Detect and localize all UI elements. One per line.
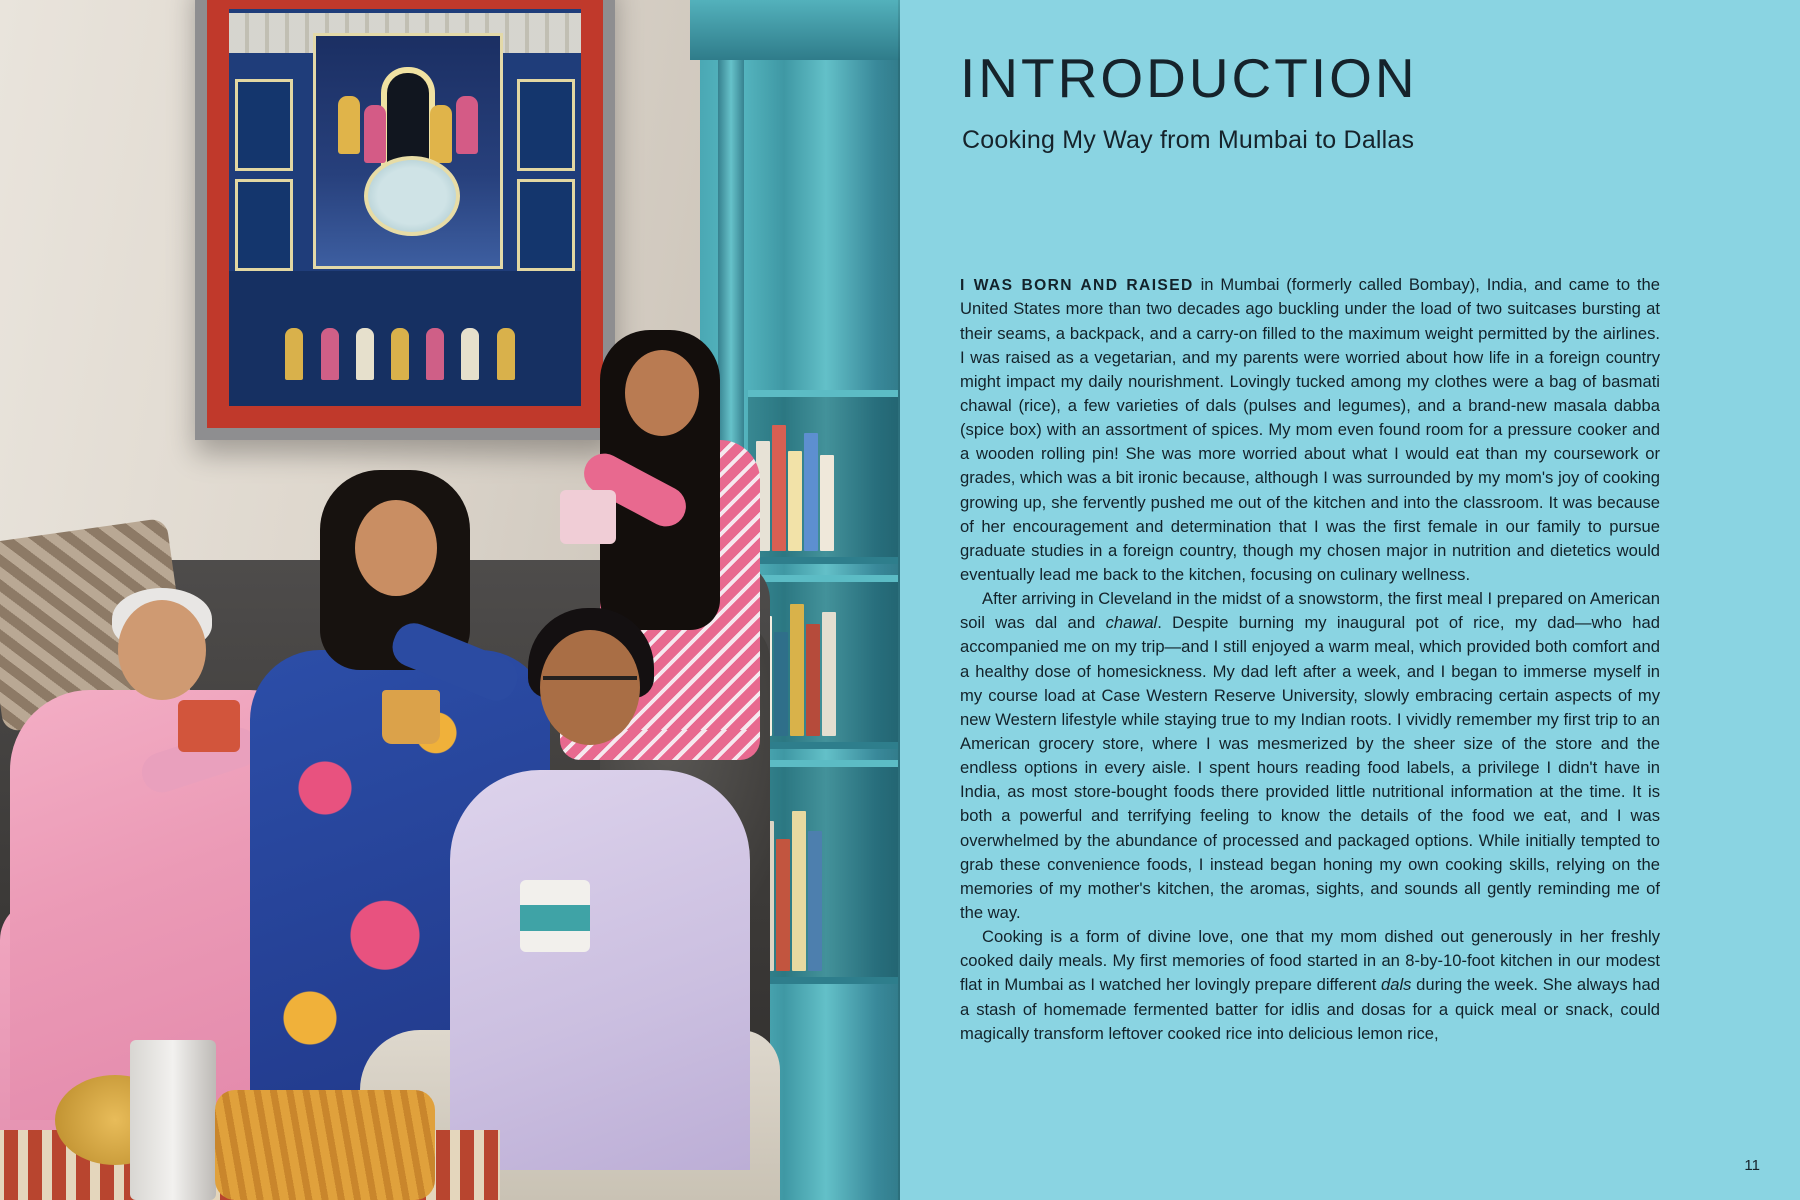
paragraph-3: Cooking is a form of divine love, one that my mom dished out generously in her freshly cooked daily meals. My first memories of food started in an 8-by-10-foot kitchen in our modest flat in Mumbai as I watched her lovingly prepare different dals during the week. She always had a stash of homemade fermented batter for idlis and dosas for a quick meal or snack, could magically transform leftover cooked rice into delicious lemon rice, — [960, 927, 1660, 1043]
book-item — [792, 811, 806, 971]
book-item — [808, 831, 822, 971]
cabinet-shelf — [748, 760, 898, 984]
chai-glass — [382, 690, 440, 744]
painting-figure — [456, 96, 478, 154]
tea-mug — [178, 700, 240, 752]
book-item — [806, 624, 820, 736]
painting-side-panel — [235, 179, 293, 271]
snack-platter — [215, 1090, 435, 1200]
mug-band — [520, 905, 590, 931]
painting-center-scene — [313, 33, 502, 269]
lead-in-text: I WAS BORN AND RAISED — [960, 276, 1194, 294]
page-number: 11 — [1744, 1157, 1760, 1174]
painting-figure — [461, 328, 479, 380]
painting-side-panel — [517, 79, 575, 171]
painting-figure — [364, 105, 386, 163]
painting-figure — [426, 328, 444, 380]
book-item — [774, 632, 788, 736]
paragraph-1-text: in Mumbai (formerly called Bombay), India, and came to the United States more than two decades ago buckling under the load of two suitcases bursting at their seams, a backpack, and a carry-on filled to the maximum weight permitted by the airlines. I was raised as a vegetarian, and my parents were worried about how life in a foreign country might impact my daily nourishment. Lovingly tucked among my clothes were a bag of basmati chawal (rice), a few varieties of dals (pulses and legumes), and a brand-new masala dabba (spice box) with an assortment of spices. My mom even found room for a pressure cooker and a wooden rolling pin! She was more worried about what I would eat than my coursework or grades, which was a bit ironic because, although I was surrounded by my mom's joy of cooking growing up, she fervently pushed me out of the kitchen and into the classroom. It was because of her encouragement and determination that I was the first female in our family to pursue graduate studies in a foreign country, though my chosen major in nutrition and dietetics would eventually lead me back to the kitchen, focusing on culinary wellness. — [960, 274, 1660, 584]
tea-cup — [560, 490, 616, 544]
painting-lower-scene — [229, 271, 581, 406]
body-text — [960, 273, 1660, 1046]
painting-lotus-pool — [364, 156, 460, 236]
grandmother-face — [118, 600, 206, 700]
book-item — [822, 612, 836, 736]
page-subtitle: Cooking My Way from Mumbai to Dallas — [962, 125, 1415, 154]
painting-canvas — [207, 0, 603, 428]
book-item — [776, 839, 790, 971]
eyeglasses — [543, 676, 637, 698]
cabinet-cornice — [690, 0, 900, 60]
book-item — [772, 425, 786, 551]
paragraph-1 — [960, 273, 1660, 587]
painting-side-panel — [235, 79, 293, 171]
book-item — [790, 604, 804, 736]
book-item — [788, 451, 802, 551]
painting-figure — [430, 105, 452, 163]
painting-figure — [285, 328, 303, 380]
painting-figure — [391, 328, 409, 380]
painting-inner — [229, 9, 581, 406]
book-item — [820, 455, 834, 551]
french-press — [130, 1040, 216, 1200]
painting-side-panel — [517, 179, 575, 271]
framed-pichwai-painting — [195, 0, 615, 440]
page-title: INTRODUCTION — [960, 47, 1418, 109]
cabinet-shelf — [748, 390, 898, 564]
book-item — [804, 433, 818, 551]
painting-figure — [497, 328, 515, 380]
mother-face — [355, 500, 437, 596]
paragraph-2: After arriving in Cleveland in the midst of a snowstorm, the first meal I prepared on American soil was dal and chawal. Despite burning my inaugural pot of rice, my dad—who had accompanied me on my trip—and I still enjoyed a warm meal, which provided both comfort and a healthy dose of homesickness. My dad left after a week, and I began to immerse myself in my course load at Case Western Reserve University, slowly embracing certain aspects of my new Western lifestyle while staying true to my Indian roots. I vividly remember my first trip to an American grocery store, where I was mesmerized by the sheer size of the store and the endless options in every aisle. I spent hours reading food labels, a privilege I didn't have in India, as most store-bought foods there provided little nutritional information at the time. It is both a powerful and terrifying feeling to know the details of the food we eat, and I was overwhelmed by the abundance of processed and packaged options. While initially tempted to grab these convenience foods, I instead began honing my own cooking skills, relying on the memories of my mother's kitchen, the aromas, sights, and sounds all gently reminding me of the way. — [960, 589, 1660, 922]
daughter-face — [625, 350, 699, 436]
cabinet-shelf — [748, 575, 898, 749]
painting-figure — [338, 96, 360, 154]
text-page — [900, 0, 1800, 1200]
painting-figure — [321, 328, 339, 380]
son-kurta — [450, 770, 750, 1170]
painting-figure — [356, 328, 374, 380]
